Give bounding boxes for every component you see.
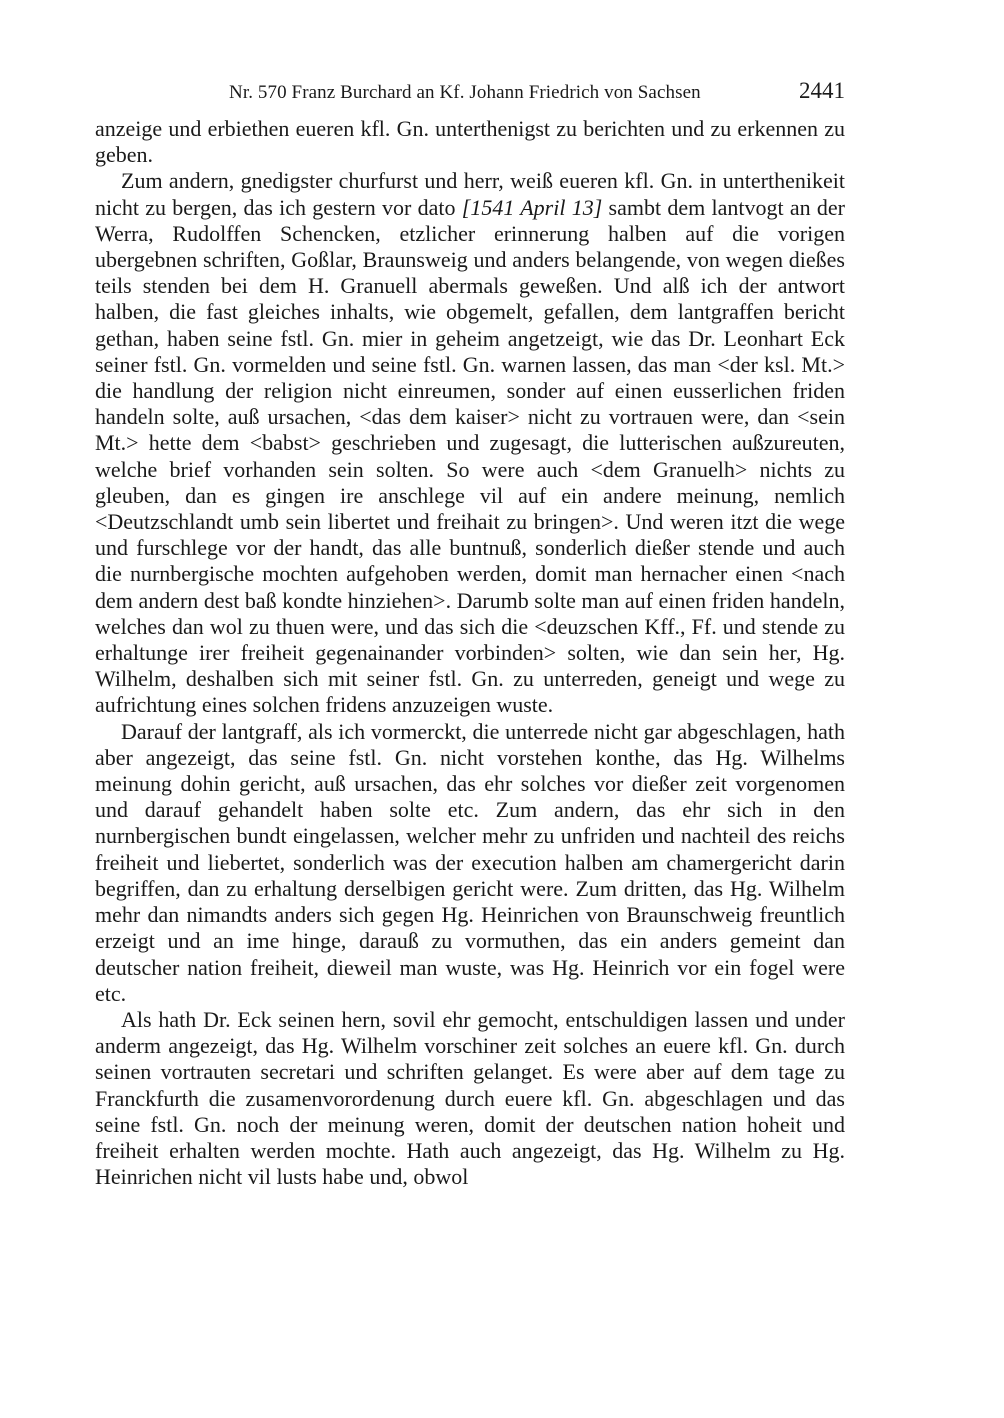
paragraph-text: anzeige und erbiethen eueren kfl. Gn. unterthenigst zu berichten und zu erkennen zu geben. [95,116,845,168]
document-page [95,76,845,1256]
paragraph-2 [95,168,845,718]
paragraph-1 [95,116,845,168]
date-annotation: [1541 April 13] [461,194,603,220]
body-text [95,116,845,1190]
paragraph-text: Als hath Dr. Eck seinen hern, sovil ehr gemocht, entschuldigen lassen und under anderm angezeigt, das Hg. Wilhelm vorschiner zeit solches an euere kfl. Gn. durch seinen vortrauten secretari und schriften gelanget. Es were aber auf dem tage zu Franckfurth die zusamenvorordenung durch euere kfl. Gn. abgeschlagen und das seine fstl. Gn. noch der meinung weren, domit der deutschen nation hoheit und freiheit erhalten werden mochte. Hath auch angezeigt, das Hg. Wilhelm zu Hg. Heinrichen nicht vil lusts habe und, obwol [95,1006,845,1190]
paragraph-text: Zum andern, gnedigster churfurst und herr, weiß eueren kfl. Gn. in unterthenikeit nicht zu bergen, das ich gestern vor dato [95,168,845,220]
paragraph-text: Darauf der lantgraff, als ich vormerckt, die unterrede nicht gar abgeschlagen, hath aber angezeigt, das seine fstl. Gn. nicht vorstehen konthe, das Hg. Wilhelms meinung dohin gericht, auß ursachen, das ehr solches vor dießer zeit vorgenomen und darauf gehandelt haben solte etc. Zum andern, das ehr sich in den nurnbergischen bundt eingelassen, welcher mehr zu unfriden und nachteil des reichs freiheit und liebertet, sonderlich was der execution halben am chamergericht darin begriffen, dan zu erhaltung derselbigen gericht were. Zum dritten, das Hg. Wilhelm mehr dan nimandts anders sich gegen Hg. Heinrichen von Braunschweig freuntlich erzeigt und an ime hinge, darauß zu vormuthen, das ein anders gemeint dan deutscher nation freiheit, dieweil man wuste, was Hg. Heinrich vor ein fogel were etc. [95,718,845,1006]
paragraph-3 [95,719,845,1007]
paragraph-4 [95,1007,845,1190]
paragraph-text-continued: sambt dem lantvogt an der Werra, Rudolffen Schencken, etzlicher erinnerung halben auf die vorigen ubergebnen schriften, Goßlar, Braunsweig und anders belangende, von wegen dießes teils stenden bei dem H. Granuell abermals geweßen. Und alß ich der antwort halben, die fast gleiches inhalts, wie obgemelt, gefallen, dem lantgraffen bericht gethan, haben seine fstl. Gn. mier in geheim angetzeigt, wie das Dr. Leonhart Eck seiner fstl. Gn. vormelden und seine fstl. Gn. warnen lassen, das man <der ksl. Mt.> die handlung der religion nicht einreumen, sonder auf einen eusserlichen friden handeln solte, auß ursachen, <das dem kaiser> nicht zu vortrauen were, dan <sein Mt.> hette dem <babst> geschrieben und zugesagt, die lutterischen außzureuten, welche brief vorhanden sein solten. So were auch <dem Granuelh> nichts zu gleuben, dan es gingen ire anschlege vil auf ein andere meinung, nemlich <Deutzschlandt umb sein libertet und freihait zu bringen>. Und weren itzt die wege und furschlege vor der handt, das alle buntnuß, sonderlich dießer stende und auch die nurnbergische mochten aufgehoben werden, domit man hernacher einen <nach dem andern dest baß kondte hinziehen>. Darumb solte man auf einen friden handeln, welches dan wol zu thuen were, und das sich die <deuzschen Kff., Ff. und stende zu erhaltunge irer freiheit gegenainander vorbinden> solten, wie dan sein her, Hg. Wilhelm, deshalben sich mit seiner fstl. Gn. zu unterreden, geneigt und wege zu aufrichtung eines solchen fridens anzuzeigen wuste. [95,194,845,718]
running-head [95,76,845,116]
page-number: 2441 [799,78,845,103]
running-title: Nr. 570 Franz Burchard an Kf. Johann Friedrich von Sachsen [229,82,701,103]
